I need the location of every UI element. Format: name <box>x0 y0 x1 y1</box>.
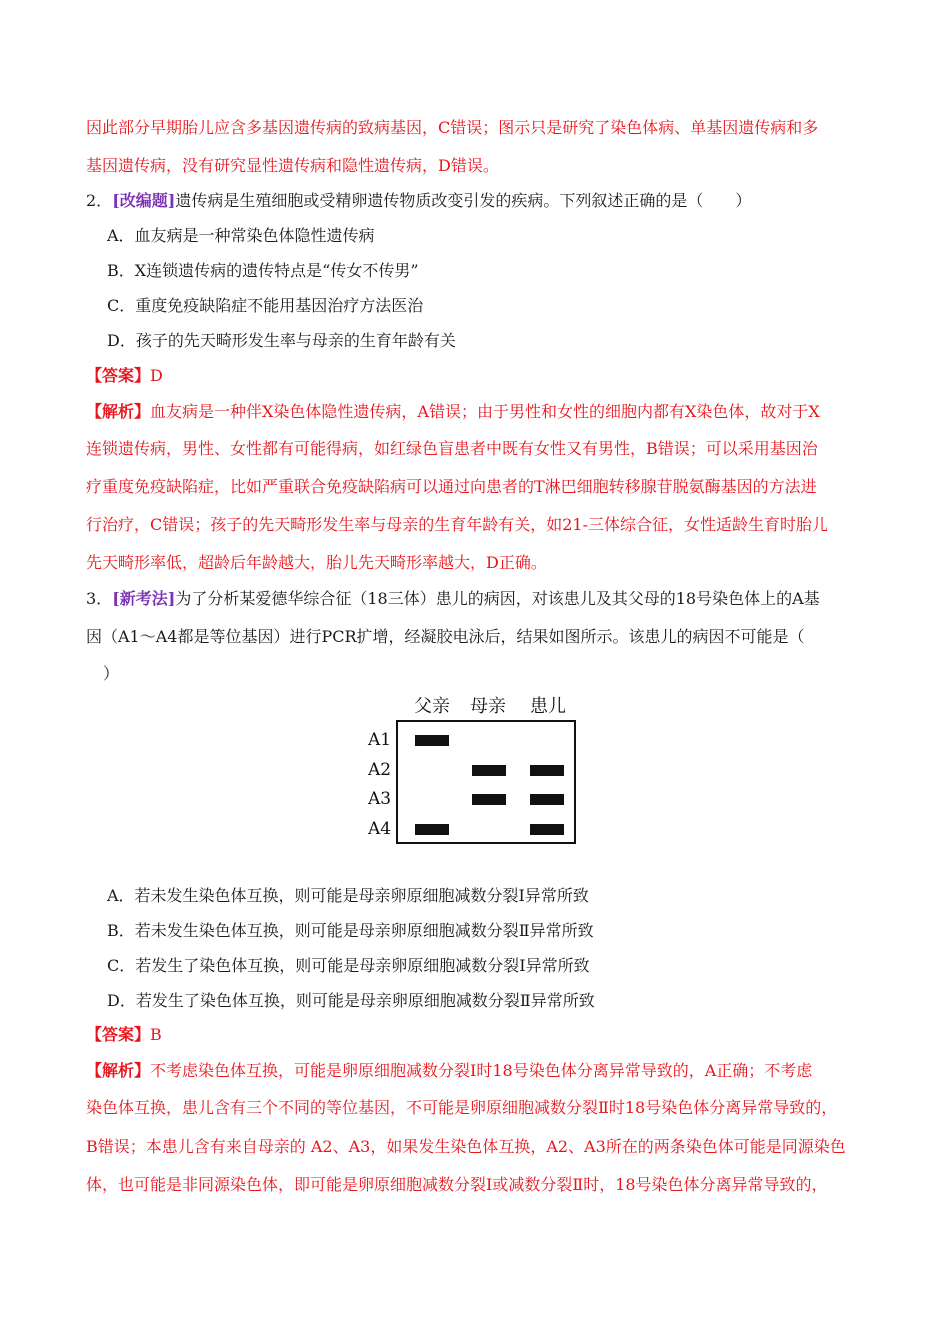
option-c: C．重度免疫缺陷症不能用基因治疗方法医治 <box>107 296 424 315</box>
answer-tag: 【答案】 <box>86 366 151 385</box>
band-father-a4 <box>415 824 449 835</box>
question-3-stem-line-2: 因（A1～A4都是等位基因）进行PCR扩增，经凝胶电泳后，结果如图所示。该患儿的病因不可能是（ <box>86 627 805 646</box>
answer-line <box>86 365 163 387</box>
option-d: D．若发生了染色体互换，则可能是母亲卵原细胞减数分裂Ⅱ异常所致 <box>107 991 595 1010</box>
analysis-continuation-line-2: 基因遗传病，没有研究显性遗传病和隐性遗传病，D错误。 <box>86 156 499 175</box>
question-tag: [改编题] <box>112 191 176 210</box>
option-a: A．血友病是一种常染色体隐性遗传病 <box>107 226 375 245</box>
analysis-line-3: B错误；本患儿含有来自母亲的 A2、A3，如果发生染色体互换，A2、A3所在的两条染色体可能是同源染色 <box>86 1137 846 1156</box>
answer-tag: 【答案】 <box>86 1025 151 1044</box>
answer-value: D <box>150 366 163 385</box>
band-father-a1 <box>415 735 449 746</box>
option-b: B．若未发生染色体互换，则可能是母亲卵原细胞减数分裂Ⅱ异常所致 <box>107 921 594 940</box>
question-tag: [新考法] <box>112 589 176 608</box>
analysis-continuation-line-1: 因此部分早期胎儿应含多基因遗传病的致病基因，C错误；图示只是研究了染色体病、单基因遗传病和多 <box>86 118 819 137</box>
analysis-line-2: 染色体互换，患儿含有三个不同的等位基因，不可能是卵原细胞减数分裂Ⅱ时18号染色体分离异常导致的， <box>86 1098 838 1117</box>
row-label-a1: A1 <box>368 730 392 750</box>
question-3-stem-line-1 <box>86 588 820 610</box>
option-a: A．若未发生染色体互换，则可能是母亲卵原细胞减数分裂Ⅰ异常所致 <box>107 886 589 905</box>
column-label-mother: 母亲 <box>470 696 506 717</box>
analysis-text: 不考虑染色体互换，可能是卵原细胞减数分裂Ⅰ时18号染色体分离异常导致的，A正确；不考虑 <box>150 1061 813 1080</box>
analysis-text: 血友病是一种伴X染色体隐性遗传病，A错误；由于男性和女性的细胞内都有X染色体，故对于X <box>150 402 820 421</box>
analysis-line-4: 行治疗，C错误；孩子的先天畸形发生率与母亲的生育年龄有关，如21-三体综合征，女性适龄生育时胎儿 <box>86 515 829 534</box>
question-stem-text: 遗传病是生殖细胞或受精卵遗传物质改变引发的疾病。下列叙述正确的是（ ） <box>175 191 752 210</box>
analysis-line-5: 先天畸形率低，超龄后年龄越大，胎儿先天畸形率越大，D正确。 <box>86 553 547 572</box>
question-2-stem <box>86 190 751 212</box>
analysis-line-3: 疗重度免疫缺陷症，比如严重联合免疫缺陷病可以通过向患者的T淋巴细胞转移腺苷脱氨酶基因的方法进 <box>86 477 817 496</box>
electrophoresis-figure <box>360 690 600 860</box>
column-label-child: 患儿 <box>530 696 566 717</box>
analysis-line-2: 连锁遗传病，男性、女性都有可能得病，如红绿色盲患者中既有女性又有男性，B错误；可以采用基因治 <box>86 439 818 458</box>
row-label-a4: A4 <box>368 819 392 839</box>
question-number: 2． <box>86 191 113 210</box>
analysis-line-1 <box>86 401 820 423</box>
question-number: 3． <box>86 589 113 608</box>
option-c: C．若发生了染色体互换，则可能是母亲卵原细胞减数分裂Ⅰ异常所致 <box>107 956 590 975</box>
band-child-a4 <box>530 824 564 835</box>
analysis-line-1 <box>86 1060 812 1082</box>
option-b: B．X连锁遗传病的遗传特点是“传女不传男” <box>107 261 419 280</box>
band-child-a3 <box>530 794 564 805</box>
analysis-tag: 【解析】 <box>86 1061 151 1080</box>
answer-value: B <box>150 1025 162 1044</box>
analysis-line-4: 体，也可能是非同源染色体，即可能是卵原细胞减数分裂Ⅰ或减数分裂Ⅱ时，18号染色体分离异常导致的， <box>86 1175 828 1194</box>
band-mother-a3 <box>472 794 506 805</box>
band-child-a2 <box>530 765 564 776</box>
answer-line <box>86 1024 162 1046</box>
analysis-tag: 【解析】 <box>86 402 151 421</box>
question-3-stem-line-3: ） <box>103 664 120 683</box>
row-label-a3: A3 <box>368 789 392 809</box>
band-mother-a2 <box>472 765 506 776</box>
option-d: D．孩子的先天畸形发生率与母亲的生育年龄有关 <box>107 331 456 350</box>
row-label-a2: A2 <box>368 760 392 780</box>
question-stem-text: 为了分析某爱德华综合征（18三体）患儿的病因，对该患儿及其父母的18号染色体上的A基 <box>175 589 820 608</box>
column-label-father: 父亲 <box>414 696 450 717</box>
